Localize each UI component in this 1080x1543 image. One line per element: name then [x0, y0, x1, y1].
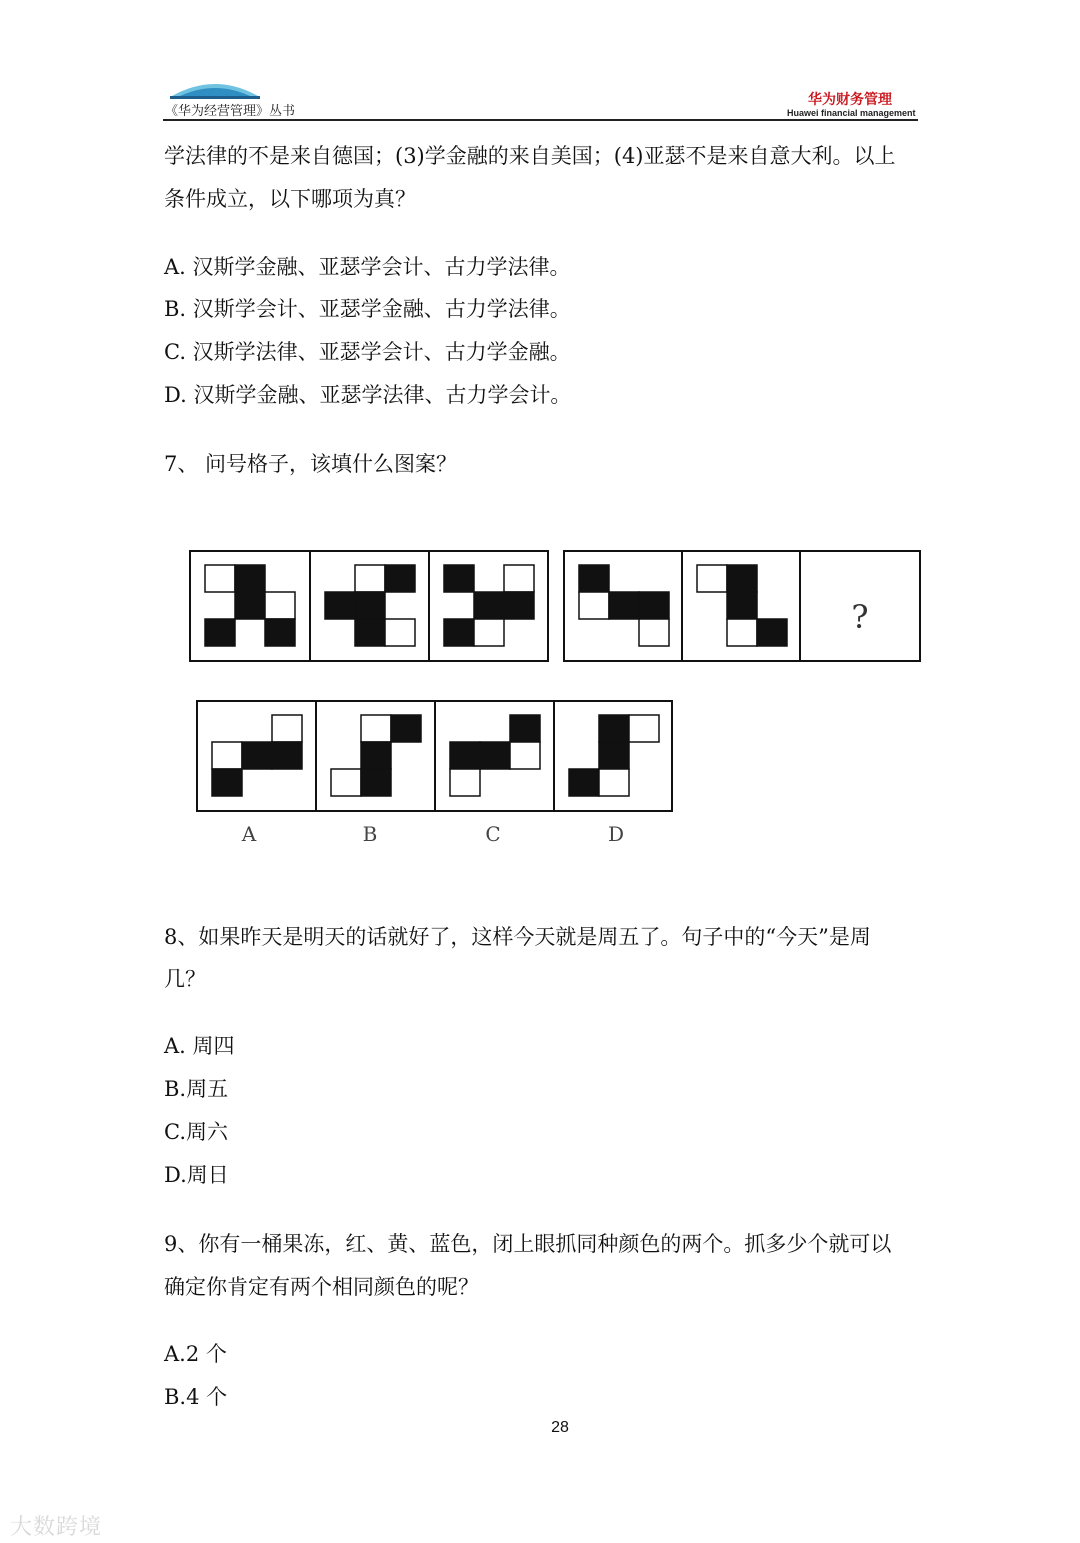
- answer-label-d: D: [607, 822, 625, 846]
- answer-c-pattern: [450, 715, 540, 796]
- q6-option-c: C. 汉斯学法律、亚瑟学会计、古力学金融。: [164, 340, 571, 364]
- page-number: 28: [551, 1419, 569, 1436]
- answer-label-b: B: [362, 822, 378, 846]
- q8-option-c: C.周六: [164, 1120, 228, 1144]
- brand-en: Huawei financial management: [787, 108, 916, 118]
- q6-line2: 条件成立，以下哪项为真？: [164, 187, 416, 211]
- q8-line2: 几？: [164, 967, 206, 991]
- answer-b-pattern: [331, 715, 421, 796]
- answer-d-pattern: [569, 715, 659, 796]
- watermark: 大数跨境: [10, 1515, 103, 1540]
- brand-cn: 华为财务管理: [808, 92, 892, 108]
- seq-panel-2: [325, 565, 415, 646]
- q6-line1: 学法律的不是来自德国；(3)学金融的来自美国；(4)亚瑟不是来自意大利。以上: [164, 144, 896, 168]
- q8-option-a: A. 周四: [164, 1034, 235, 1058]
- answer-label-c: C: [485, 822, 501, 846]
- q9-option-b: B.4 个: [164, 1385, 228, 1409]
- q8-option-b: B.周五: [164, 1077, 229, 1101]
- q6-option-a: A. 汉斯学金融、亚瑟学会计、古力学法律。: [164, 255, 571, 279]
- seq-panel-1: [205, 565, 295, 646]
- q9-line2: 确定你肯定有两个相同颜色的呢？: [164, 1275, 479, 1299]
- q6-option-b: B. 汉斯学会计、亚瑟学金融、古力学法律。: [164, 297, 571, 321]
- q9-line1: 9、你有一桶果冻，红、黄、蓝色，闭上眼抓同种颜色的两个。抓多少个就可以: [164, 1232, 892, 1256]
- series-title: 《华为经营管理》丛书: [165, 104, 296, 119]
- question-mark: ?: [851, 598, 869, 636]
- q8-line1: 8、如果昨天是明天的话就好了，这样今天就是周五了。句子中的“今天”是周: [164, 925, 871, 949]
- q9-option-a: A.2 个: [164, 1342, 227, 1366]
- answer-label-a: A: [241, 822, 257, 846]
- answer-a-pattern: [212, 715, 302, 796]
- q7-title: 7、 问号格子，该填什么图案？: [164, 452, 458, 476]
- seq-panel-3: [444, 565, 534, 646]
- seq-panel-4: [579, 565, 669, 646]
- q6-option-d: D. 汉斯学金融、亚瑟学法律、古力学会计。: [164, 383, 572, 407]
- seq-panel-5: [697, 565, 787, 646]
- q8-option-d: D.周日: [164, 1163, 229, 1187]
